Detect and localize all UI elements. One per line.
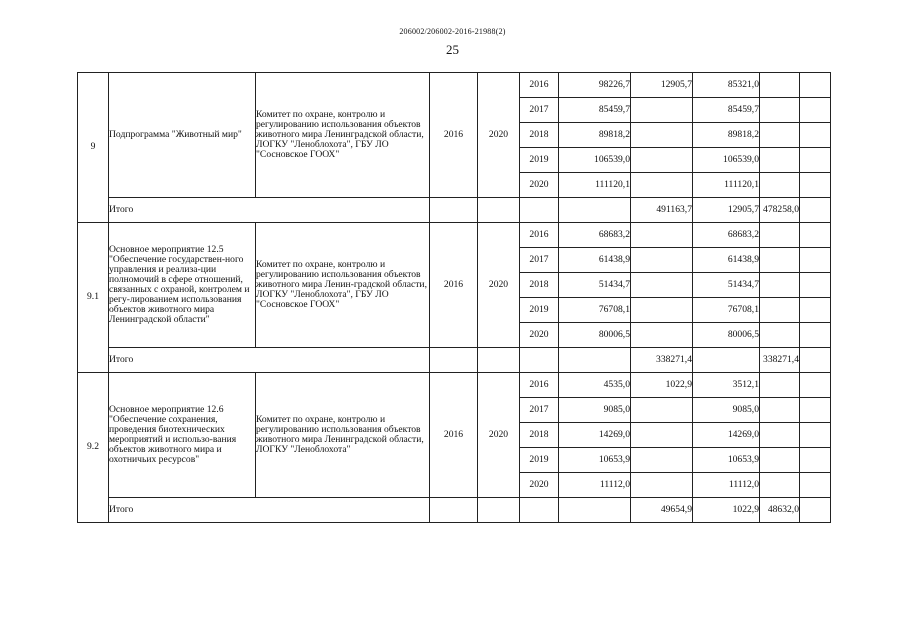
empty-cell	[800, 473, 831, 498]
total-value: 10653,9	[559, 448, 631, 473]
total-label: Итого	[109, 198, 430, 223]
total-value: 89818,2	[559, 123, 631, 148]
empty-cell	[800, 423, 831, 448]
regional-value: 89818,2	[693, 123, 760, 148]
empty-cell	[800, 498, 831, 523]
total-sum: 491163,7	[631, 198, 693, 223]
year-cell: 2017	[520, 398, 559, 423]
regional-value: 111120,1	[693, 173, 760, 198]
year-cell: 2019	[520, 298, 559, 323]
federal-value	[631, 398, 693, 423]
total-row	[78, 498, 831, 523]
empty-cell	[800, 348, 831, 373]
federal-value	[631, 123, 693, 148]
empty-cell	[760, 473, 800, 498]
federal-value	[631, 298, 693, 323]
empty-cell	[760, 98, 800, 123]
empty-cell	[800, 273, 831, 298]
federal-value	[631, 448, 693, 473]
total-label: Итого	[109, 498, 430, 523]
year-cell: 2019	[520, 148, 559, 173]
regional-value: 85459,7	[693, 98, 760, 123]
end-year: 2020	[478, 73, 520, 198]
year-cell: 2018	[520, 123, 559, 148]
regional-value: 11112,0	[693, 473, 760, 498]
end-year: 2020	[478, 373, 520, 498]
year-cell: 2016	[520, 373, 559, 398]
year-cell: 2018	[520, 423, 559, 448]
regional-value: 68683,2	[693, 223, 760, 248]
empty-cell	[520, 348, 559, 373]
total-sum: 338271,4	[631, 348, 693, 373]
empty-cell	[559, 348, 631, 373]
empty-cell	[520, 498, 559, 523]
start-year: 2016	[430, 373, 478, 498]
empty-cell	[800, 298, 831, 323]
federal-sum	[693, 348, 760, 373]
empty-cell	[800, 198, 831, 223]
end-year: 2020	[478, 223, 520, 348]
budget-table	[77, 72, 831, 523]
empty-cell	[430, 348, 478, 373]
year-cell: 2020	[520, 473, 559, 498]
total-row	[78, 198, 831, 223]
start-year: 2016	[430, 73, 478, 198]
regional-value: 76708,1	[693, 298, 760, 323]
empty-cell	[800, 123, 831, 148]
year-cell: 2020	[520, 323, 559, 348]
year-cell: 2018	[520, 273, 559, 298]
empty-cell	[760, 173, 800, 198]
federal-value	[631, 223, 693, 248]
budget-table-body	[78, 73, 831, 523]
total-value: 14269,0	[559, 423, 631, 448]
total-value: 80006,5	[559, 323, 631, 348]
federal-sum: 12905,7	[693, 198, 760, 223]
empty-cell	[760, 123, 800, 148]
total-sum: 49654,9	[631, 498, 693, 523]
empty-cell	[760, 223, 800, 248]
total-value: 106539,0	[559, 148, 631, 173]
year-row	[78, 223, 831, 248]
total-value: 68683,2	[559, 223, 631, 248]
regional-value: 14269,0	[693, 423, 760, 448]
total-value: 98226,7	[559, 73, 631, 98]
responsible-executor: Комитет по охране, контролю и регулированию использования объектов животного мира Ленин-градской области, ЛОГКУ "Леноблохота", ГБУ ЛО "Сосновское ГООХ"	[256, 223, 430, 348]
responsible-executor: Комитет по охране, контролю и регулированию использования объектов животного мира Ленинградской области, ЛОГКУ "Леноблохота", ГБУ ЛО "Сосновское ГООХ"	[256, 73, 430, 198]
empty-cell	[478, 498, 520, 523]
regional-value: 9085,0	[693, 398, 760, 423]
empty-cell	[800, 248, 831, 273]
row-number: 9.2	[78, 373, 109, 523]
empty-cell	[760, 248, 800, 273]
regional-value: 61438,9	[693, 248, 760, 273]
empty-cell	[800, 373, 831, 398]
page-number: 25	[446, 42, 459, 57]
empty-cell	[760, 298, 800, 323]
empty-cell	[520, 198, 559, 223]
empty-cell	[760, 273, 800, 298]
empty-cell	[559, 198, 631, 223]
year-cell: 2016	[520, 73, 559, 98]
year-cell: 2016	[520, 223, 559, 248]
regional-sum: 478258,0	[760, 198, 800, 223]
year-row	[78, 73, 831, 98]
program-name: Подпрограмма "Животный мир"	[109, 73, 256, 198]
year-cell: 2019	[520, 448, 559, 473]
empty-cell	[800, 323, 831, 348]
federal-value	[631, 148, 693, 173]
empty-cell	[800, 73, 831, 98]
empty-cell	[559, 498, 631, 523]
empty-cell	[478, 198, 520, 223]
federal-value	[631, 423, 693, 448]
regional-sum: 48632,0	[760, 498, 800, 523]
regional-value: 85321,0	[693, 73, 760, 98]
federal-value	[631, 323, 693, 348]
empty-cell	[430, 198, 478, 223]
year-cell: 2017	[520, 98, 559, 123]
federal-value: 12905,7	[631, 73, 693, 98]
year-row	[78, 373, 831, 398]
federal-value	[631, 98, 693, 123]
total-row	[78, 348, 831, 373]
empty-cell	[760, 148, 800, 173]
federal-sum: 1022,9	[693, 498, 760, 523]
total-value: 4535,0	[559, 373, 631, 398]
row-number: 9	[78, 73, 109, 223]
empty-cell	[800, 448, 831, 473]
federal-value: 1022,9	[631, 373, 693, 398]
empty-cell	[800, 398, 831, 423]
regional-sum: 338271,4	[760, 348, 800, 373]
empty-cell	[800, 98, 831, 123]
total-value: 85459,7	[559, 98, 631, 123]
regional-value: 3512,1	[693, 373, 760, 398]
empty-cell	[760, 73, 800, 98]
total-value: 111120,1	[559, 173, 631, 198]
empty-cell	[800, 148, 831, 173]
total-value: 9085,0	[559, 398, 631, 423]
empty-cell	[800, 223, 831, 248]
regional-value: 106539,0	[693, 148, 760, 173]
empty-cell	[760, 373, 800, 398]
federal-value	[631, 473, 693, 498]
regional-value: 80006,5	[693, 323, 760, 348]
empty-cell	[760, 398, 800, 423]
year-cell: 2017	[520, 248, 559, 273]
empty-cell	[760, 323, 800, 348]
federal-value	[631, 248, 693, 273]
total-value: 61438,9	[559, 248, 631, 273]
empty-cell	[760, 448, 800, 473]
document-code: 206002/206002-2016-21988(2)	[399, 27, 506, 36]
federal-value	[631, 173, 693, 198]
total-value: 11112,0	[559, 473, 631, 498]
empty-cell	[478, 348, 520, 373]
total-label: Итого	[109, 348, 430, 373]
empty-cell	[430, 498, 478, 523]
responsible-executor: Комитет по охране, контролю и регулированию использования объектов животного мира Ленинградской области, ЛОГКУ "Леноблохота"	[256, 373, 430, 498]
program-name: Основное мероприятие 12.6 "Обеспечение сохранения, проведения биотехнических мероприятий и использо-вания объектов животного мира и охотничьих ресурсов"	[109, 373, 256, 498]
regional-value: 51434,7	[693, 273, 760, 298]
start-year: 2016	[430, 223, 478, 348]
regional-value: 10653,9	[693, 448, 760, 473]
row-number: 9.1	[78, 223, 109, 373]
total-value: 51434,7	[559, 273, 631, 298]
program-name: Основное мероприятие 12.5 "Обеспечение государствен-ного управления и реализа-ции полномочий в сфере отношений, связанных с охраной, контролем и регу-лированием использования объектов животного мира Ленинградской области"	[109, 223, 256, 348]
empty-cell	[760, 423, 800, 448]
federal-value	[631, 273, 693, 298]
empty-cell	[800, 173, 831, 198]
year-cell: 2020	[520, 173, 559, 198]
total-value: 76708,1	[559, 298, 631, 323]
